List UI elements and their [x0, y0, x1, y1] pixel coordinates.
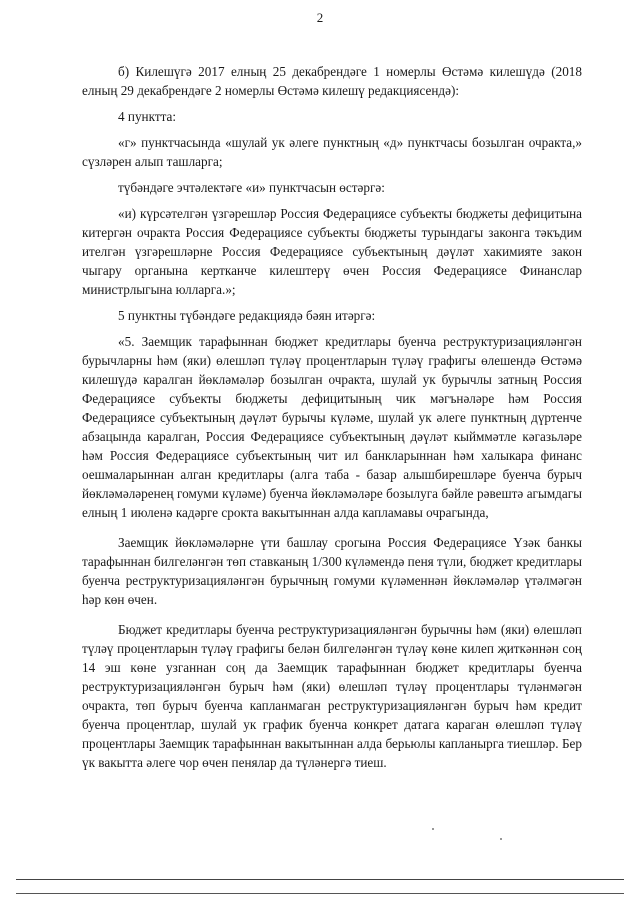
paragraph-add-subpoint: түбәндәге эчтәлектәге «и» пунктчасын өстәргә: — [118, 180, 385, 195]
scan-speck — [500, 838, 502, 840]
paragraph-early-repayment: Бюджет кредитлары буенча реструктуризацияләнгән бурычны һәм (яки) өлешләп түләү процентларын түләү графигы белән билгеләнгән түләү көне килеп җиткәннән соң 14 эш көне узганнан соң да Заемщик тарафыннан бюджет кредитлары буенча реструктуризацияләнгән бурыч һәм (яки) өлешләп түләү процентлары түләнмәгән очракта, төп бурыч буенча капланмаган реструктуризацияләнгән бурыч һәм кредит буенча процентлар, шулай ук график буенча конкрет датага караган өлешләп түләү процентлары Заемщик тарафыннан вакытыннан алда берьюлы капланырга тиешләр. Бер үк вакытта әлеге чор өчен пенялар да түләнергә тиеш. — [82, 622, 582, 770]
scan-speck — [432, 828, 434, 830]
document-body — [82, 62, 582, 772]
page-number: 2 — [316, 10, 324, 25]
scan-edge-line — [16, 893, 624, 894]
paragraph-point-5-text: «5. Заемщик тарафыннан бюджет кредитлары буенча реструктуризацияләнгән бурычларны һәм (яки) өлешләп түләү процентларын түләү графигы өлешендә Өстәмә килешүдә каралган йөкләмәләр бозылган очракта, шулай ук бурычлы затның Россия Федерациясе субъекты бюджеты дефицитының чик мәгънәләре һәм Россия Федерациясе субъектының дәүләт бурычы күләме, шулай ук әлеге пунктның дүртенче абзацында каралган, Россия Федерациясе субъектының дәүләт кыйммәтле кәгазьләре һәм Россия Федерациясе субъектының чит ил банкларыннан һәм халыкара финанс оешмаларыннан алган кредитлары (алга таба - базар алышбирешләре буенча бурыч йөкләмәләренең гомуми күләме) буенча йөкләмәләре бозылуга бәйле рәвештә агымдагы елның 1 июленә кадәрге срокта вакытыннан алда капламавы очрагында, — [82, 334, 582, 520]
paragraph-subpoint-i: «и) күрсәтелгән үзгәрешләр Россия Федерациясе субъекты бюджеты дефицитына китергән очракта Россия Федерациясе субъекты бюджеты турындагы законга тәкъдим ителгән үзгәрешләрне Россия Федерациясе субъектының дәүләт хакимияте закон чыгару органына кертканче килештерү өчен Россия Федерациясе Финанслар министрлыгына юлларга.»; — [82, 206, 582, 297]
scan-edge-line — [16, 879, 624, 880]
paragraph-penalty: Заемщик йөкләмәләрне үти башлау срогына Россия Федерациясе Үзәк банкы тарафыннан билгеләнгән төп ставканың 1/300 күләмендә пеня түли, бюджет кредитлары буенча реструктуризацияләнгән бурычның гомуми күләменнән йөкләмәләр үтәлмәгән һәр көн өчен. — [82, 535, 582, 607]
paragraph-point-5: 5 пунктны түбәндәге редакциядә бәян итәргә: — [118, 308, 376, 323]
paragraph-subpoint-g: «г» пунктчасында «шулай ук әлеге пунктның «д» пунктчасы бозылган очракта,» сүзләрен алып ташларга; — [82, 135, 582, 169]
paragraph-amendment-intro: б) Килешүгә 2017 елның 25 декабрендәге 1 номерлы Өстәмә килешүдә (2018 елның 29 декабрендәге 2 номерлы Өстәмә килешү редакциясендә): — [82, 64, 582, 98]
paragraph-point-4: 4 пунктта: — [118, 109, 177, 124]
